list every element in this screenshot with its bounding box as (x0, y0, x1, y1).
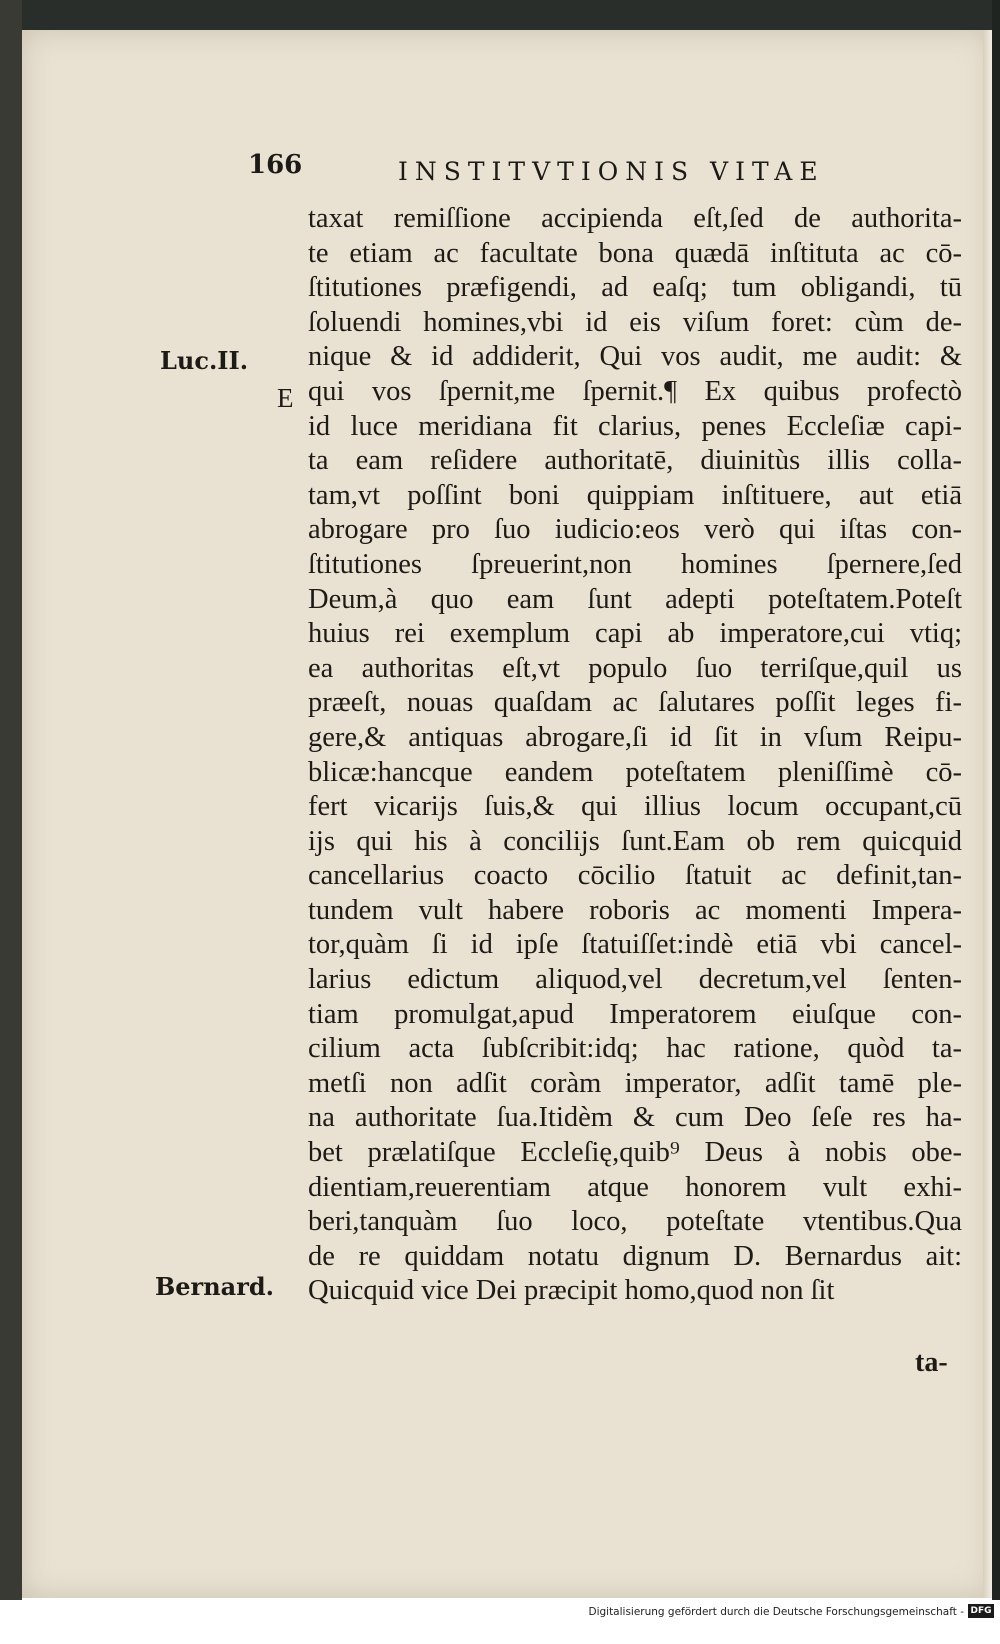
scan-background-top (0, 0, 1000, 30)
text-line: na authoritate ſua.Itidèm & cum Deo ſeſe res ha- (308, 1102, 962, 1134)
text-line: ta eam reſidere authoritatē, diuinitùs illis colla- (308, 445, 962, 477)
text-line: Quicquid vice Dei præcipit homo,quod non ſit (308, 1275, 835, 1307)
text-line: fert vicarijs ſuis,& qui illius locum occupant,cū (308, 791, 962, 823)
text-line: Deum,à quo eam ſunt adepti poteſtatem.Poteſt (308, 583, 962, 615)
text-line: ſtitutiones ſpreuerint,non homines ſpernere,ſed (308, 548, 962, 580)
text-line: ea authoritas eſt,vt populo ſuo terriſque,quil us (308, 652, 962, 684)
funding-credit: Digitalisierung gefördert durch die Deutsche Forschungsgemeinschaft - (588, 1606, 964, 1618)
body-text (308, 202, 962, 1309)
text-line: taxat remiſſione accipienda eſt,ſed de authorita- (308, 203, 962, 234)
text-line: metſi non adſit coràm imperator, adſit tamē ple- (308, 1067, 962, 1099)
catchword: ta- (915, 1347, 948, 1378)
text-line: huius rei exemplum capi ab imperatore,cui vtiq; (308, 618, 962, 650)
text-line: ſtitutiones præfigendi, ad eaſq; tum obligandi, tū (308, 272, 962, 304)
marginal-note-luc: Luc.II. (160, 346, 249, 375)
text-line: gere,& antiquas abrogare,ſi id ſit in vſum Reipu- (308, 721, 962, 753)
text-line: dientiam,reuerentiam atque honorem vult exhi- (308, 1171, 962, 1203)
text-line: de re quiddam notatu dignum D. Bernardus ait: (308, 1240, 962, 1272)
text-line: tam,vt poſſint boni quippiam inſtituere, aut etiā (308, 479, 962, 511)
text-line: ſoluendi homines,vbi id eis viſum foret: cùm de- (308, 306, 962, 338)
page-edge (983, 30, 992, 1598)
scan-background-right (992, 0, 1000, 1600)
running-title: INSTITVTIONIS VITAE (398, 157, 825, 186)
text-line: abrogare pro ſuo iudicio:eos verò qui iſtas con- (308, 514, 962, 546)
text-line: te etiam ac facultate bona quædā inſtituta ac cō- (308, 237, 962, 269)
text-line: blicæ:hancque eandem poteſtatem pleniſſimè cō- (308, 756, 962, 788)
scan-background-left (0, 0, 22, 1600)
text-line: tundem vult habere roboris ac momenti Impera- (308, 894, 962, 926)
digitization-footer (0, 1600, 1000, 1644)
text-line: qui vos ſpernit,me ſpernit.¶ Ex quibus profectò (308, 375, 962, 407)
text-line: tor,quàm ſi id ipſe ſtatuiſſet:indè etiā vbi cancel- (308, 929, 962, 961)
text-line: nique & id addiderit, Qui vos audit, me audit: & (308, 341, 962, 373)
text-line: cilium acta ſubſcribit:idq; hac ratione, quòd ta- (308, 1033, 962, 1065)
text-line: bet prælatiſque Eccleſię,quib⁹ Deus à nobis obe- (308, 1137, 962, 1169)
text-line: cancellarius coacto cōcilio ſtatuit ac definit,tan- (308, 860, 962, 892)
marginal-section-letter: E (277, 383, 294, 413)
text-line: præeſt, nouas quaſdam ac ſalutares poſſit leges fi- (308, 687, 962, 719)
text-line: ijs qui his à concilijs ſunt.Eam ob rem quicquid (308, 825, 962, 857)
text-line: larius edictum aliquod,vel decretum,vel ſenten- (308, 964, 962, 996)
text-line: tiam promulgat,apud Imperatorem eiuſque con- (308, 998, 962, 1030)
text-line: beri,tanquàm ſuo loco, poteſtate vtentibus.Qua (308, 1206, 962, 1238)
page-number: 166 (248, 150, 303, 180)
marginal-note-bernard: Bernard. (155, 1272, 274, 1301)
dfg-logo: DFG (968, 1604, 994, 1618)
text-line: id luce meridiana fit clarius, penes Eccleſiæ capi- (308, 410, 962, 442)
